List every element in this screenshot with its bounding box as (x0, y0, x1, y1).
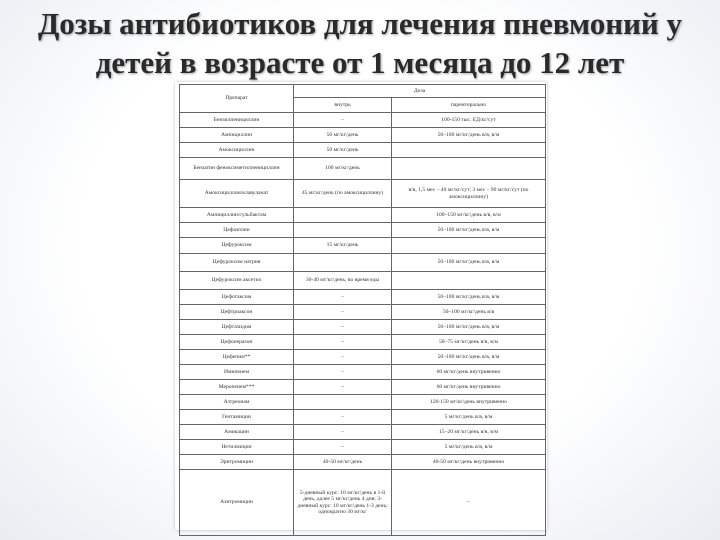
table-row (180, 380, 546, 395)
parenteral-dose-cell: 50–100 мг/кг/день в/в, в/м (392, 128, 546, 143)
drug-cell: Амоксициллин (180, 143, 294, 158)
drug-cell: Меропенем*** (180, 380, 294, 395)
oral-dose-cell: 100 мг/кг/день (294, 158, 392, 180)
oral-dose-cell: – (294, 440, 392, 455)
drug-cell: Цефтриаксон (180, 305, 294, 320)
drug-cell: Нетилмицин (180, 440, 294, 455)
drug-cell: Цефуроксим натрия (180, 254, 294, 272)
table-row (180, 143, 546, 158)
oral-dose-cell: – (294, 290, 392, 305)
oral-dose-cell: – (294, 425, 392, 440)
slide-title (0, 4, 720, 82)
oral-dose-cell: 50 мг/кг/день (294, 143, 392, 158)
oral-dose-cell: 5-дневный курс: 10 мг/кг/день в 1-й день, далее 5 мг/кг/день 4 дня; 3-дневный курс: 10 мг/кг/день 1-3 день; однократно 30 мг/кг (294, 470, 392, 536)
drug-cell: Цефуроксим аксетил (180, 272, 294, 290)
oral-dose-cell: 30-40 мг/кг/день, во время еды (294, 272, 392, 290)
parenteral-dose-cell (392, 238, 546, 254)
table-row (180, 272, 546, 290)
drug-cell: Цефуроксим (180, 238, 294, 254)
drug-cell: Ампициллин (180, 128, 294, 143)
oral-dose-cell: – (294, 320, 392, 335)
oral-dose-cell: – (294, 305, 392, 320)
table-row (180, 440, 546, 455)
table-row (180, 290, 546, 305)
parenteral-dose-cell: 120-150 мг/кг/день внутривенно (392, 395, 546, 410)
oral-dose-cell: – (294, 350, 392, 365)
parenteral-dose-cell: 60 мг/кг/день внутривенно (392, 365, 546, 380)
parenteral-dose-cell (392, 272, 546, 290)
oral-dose-cell (294, 395, 392, 410)
table-row (180, 128, 546, 143)
parenteral-dose-cell: 50–100 мг/кг/день в/в, в/м (392, 223, 546, 238)
table-row (180, 158, 546, 180)
table-row (180, 410, 546, 425)
drug-cell: Бензилпенициллин (180, 113, 294, 128)
drug-cell: Гентамицин (180, 410, 294, 425)
parenteral-dose-cell: 5 мг/кг/день в/в, в/м (392, 410, 546, 425)
drug-cell: Амоксициллин/клавуланат (180, 180, 294, 208)
oral-dose-cell: – (294, 335, 392, 350)
parenteral-dose-cell: 100–150 мг/кг/день в/в, в/м (392, 208, 546, 223)
header-dose: Доза (294, 85, 546, 98)
table-row (180, 208, 546, 223)
oral-dose-cell: – (294, 410, 392, 425)
table-row (180, 254, 546, 272)
table-row (180, 238, 546, 254)
table-row (180, 365, 546, 380)
parenteral-dose-cell: 5 мг/кг/день в/в, в/м (392, 440, 546, 455)
parenteral-dose-cell: 60 мг/кг/день внутривенно (392, 380, 546, 395)
oral-dose-cell: 15 мг/кг/день (294, 238, 392, 254)
oral-dose-cell (294, 223, 392, 238)
table-row (180, 425, 546, 440)
slide-title-line-2: детей в возрасте от 1 месяца до 12 лет (95, 45, 625, 80)
parenteral-dose-cell: 50–100 мг/кг/день в/в (392, 305, 546, 320)
table-row (180, 320, 546, 335)
drug-cell: Ампициллин/сульбактам (180, 208, 294, 223)
parenteral-dose-cell: 100-150 тыс. ЕД/кг/сут (392, 113, 546, 128)
header-drug: Препарат (180, 85, 294, 113)
oral-dose-cell: 40-50 мг/кг/день (294, 455, 392, 470)
parenteral-dose-cell (392, 143, 546, 158)
table-row (180, 350, 546, 365)
oral-dose-cell: – (294, 113, 392, 128)
table-row (180, 180, 546, 208)
table-row (180, 305, 546, 320)
table-body (180, 113, 546, 536)
drug-cell: Цефтазидим (180, 320, 294, 335)
parenteral-dose-cell: 50–100 мг/кг/день в/в, в/м (392, 320, 546, 335)
table-row (180, 113, 546, 128)
oral-dose-cell: 50 мг/кг/день (294, 128, 392, 143)
parenteral-dose-cell: 40-50 мг/кг/день внутривенно (392, 455, 546, 470)
oral-dose-cell (294, 208, 392, 223)
parenteral-dose-cell: 50–75 мг/кг/день в/в, в/м (392, 335, 546, 350)
drug-cell: Цефотаксим (180, 290, 294, 305)
table-row (180, 223, 546, 238)
oral-dose-cell (294, 254, 392, 272)
table-row (180, 455, 546, 470)
header-oral: внутрь (294, 98, 392, 113)
drug-cell: Эритромицин (180, 455, 294, 470)
drug-cell: Азитромицин (180, 470, 294, 536)
table-row (180, 470, 546, 536)
table-row (180, 395, 546, 410)
dosage-table (179, 84, 546, 536)
drug-cell: Азтреонам (180, 395, 294, 410)
parenteral-dose-cell: 50–100 мг/кг/день в/в, в/м (392, 350, 546, 365)
parenteral-dose-cell: 15–20 мг/кг/день в/в, в/м (392, 425, 546, 440)
drug-cell: Бензатин феноксиметилпенициллин (180, 158, 294, 180)
oral-dose-cell: – (294, 380, 392, 395)
parenteral-dose-cell: в/в, 1,5 мес – 40 мг/кг/сут; 3 мес – 90 мг/кг/сут (по амоксициллину) (392, 180, 546, 208)
oral-dose-cell: – (294, 365, 392, 380)
dosage-table-image (175, 82, 547, 530)
header-parenteral: парентерально (392, 98, 546, 113)
drug-cell: Цефоперазон (180, 335, 294, 350)
drug-cell: Цефазолин (180, 223, 294, 238)
drug-cell: Имипенем (180, 365, 294, 380)
drug-cell: Амикацин (180, 425, 294, 440)
parenteral-dose-cell (392, 158, 546, 180)
slide-title-line-1: Дозы антибиотиков для лечения пневмоний у (37, 6, 683, 41)
parenteral-dose-cell: 50–100 мг/кг/день в/в, в/м (392, 290, 546, 305)
table-row (180, 335, 546, 350)
drug-cell: Цефепим** (180, 350, 294, 365)
oral-dose-cell: 45 мг/кг/день (по амоксициллину) (294, 180, 392, 208)
parenteral-dose-cell: – (392, 470, 546, 536)
parenteral-dose-cell: 50–100 мг/кг/день в/в, в/м (392, 254, 546, 272)
